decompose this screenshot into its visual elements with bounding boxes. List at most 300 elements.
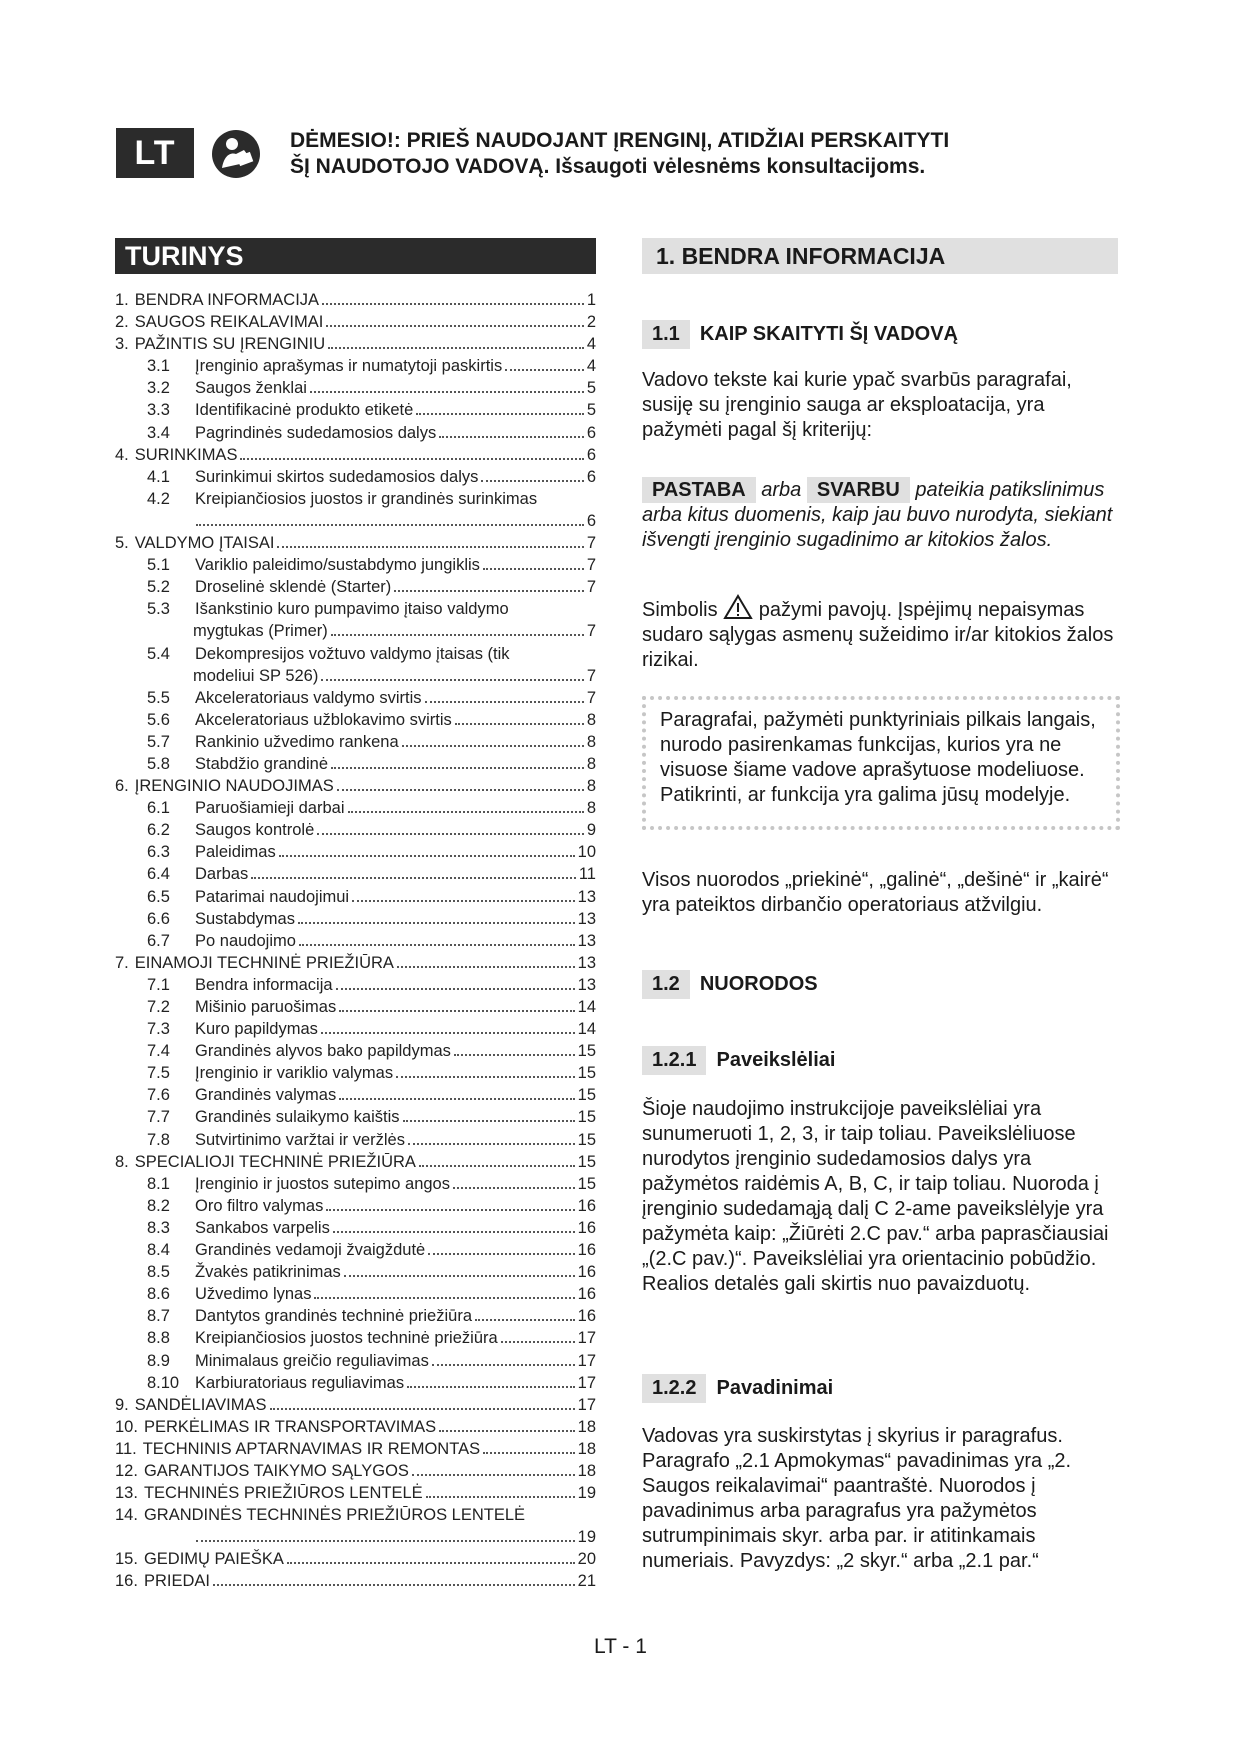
toc-entry-label: EINAMOJI TECHNINĖ PRIEŽIŪRA xyxy=(134,953,394,972)
toc-entry-label: Sustabdymas xyxy=(195,909,295,928)
toc-entry-number: 15. xyxy=(115,1550,138,1569)
toc-entry-page: 16 xyxy=(577,1263,596,1282)
toc-entry xyxy=(115,1482,596,1504)
toc-dot-leader xyxy=(408,1143,575,1145)
toc-entry-page: 7 xyxy=(586,556,596,575)
toc-entry-page: 15 xyxy=(577,1174,596,1193)
toc-entry xyxy=(115,1305,596,1327)
toc-entry xyxy=(115,399,596,421)
toc-entry-label: Sankabos varpelis xyxy=(195,1218,330,1237)
toc-entry-page: 1 xyxy=(586,291,596,309)
toc-entry-label: mygtukas (Primer) xyxy=(193,622,328,641)
toc-entry-number: 5. xyxy=(115,534,129,553)
toc-entry xyxy=(115,1129,596,1151)
table-of-contents xyxy=(115,289,596,1593)
toc-entry-number: 4. xyxy=(115,445,129,464)
toc-dot-leader xyxy=(337,789,584,791)
toc-entry xyxy=(115,422,596,444)
toc-entry-page: 15 xyxy=(577,1064,596,1083)
toc-entry-number: 11. xyxy=(115,1439,137,1458)
toc-entry xyxy=(115,687,596,709)
toc-entry-label: SURINKIMAS xyxy=(134,445,238,464)
toc-entry-label: Akceleratoriaus valdymo svirtis xyxy=(195,688,422,707)
toc-entry xyxy=(115,333,596,355)
toc-dot-leader xyxy=(412,1474,575,1476)
read-manual-icon xyxy=(210,128,262,180)
toc-entry xyxy=(115,841,596,863)
subsection-title: Pavadinimai xyxy=(716,1377,834,1399)
toc-entry-label: Grandinės sulaikymo kaištis xyxy=(195,1108,400,1127)
toc-entry-label: Saugos ženklai xyxy=(195,379,307,398)
toc-entry-label: Sutvirtinimo varžtai ir veržlės xyxy=(195,1130,405,1149)
toc-entry-page: 5 xyxy=(586,379,596,398)
toc-dot-leader xyxy=(344,1275,575,1277)
toc-dot-leader xyxy=(419,1165,575,1167)
toc-entry-page: 8 xyxy=(586,799,596,818)
toc-entry-page: 7 xyxy=(586,578,596,597)
toc-dot-leader xyxy=(310,391,584,393)
toc-entry xyxy=(115,1261,596,1283)
page-number: LT - 1 xyxy=(594,1635,647,1658)
toc-entry-number: 3.1 xyxy=(147,357,170,376)
toc-entry-label: BENDRA INFORMACIJA xyxy=(134,291,320,309)
toc-dot-leader xyxy=(326,325,583,327)
toc-entry-label: VALDYMO ĮTAISAI xyxy=(134,534,275,553)
toc-dot-leader xyxy=(336,988,575,990)
toc-entry-label: GEDIMŲ PAIEŠKA xyxy=(143,1550,284,1569)
toc-entry-page: 13 xyxy=(577,953,596,972)
subsection-title: NUORODOS xyxy=(699,973,818,995)
toc-dot-leader xyxy=(396,1076,575,1078)
toc-entry-page: 18 xyxy=(577,1417,596,1436)
toc-entry-number: 3.3 xyxy=(147,401,170,420)
toc-entry xyxy=(115,532,596,554)
toc-entry xyxy=(115,1548,596,1570)
toc-dot-leader xyxy=(314,1297,574,1299)
toc-dot-leader xyxy=(475,1319,575,1321)
note-paragraph xyxy=(642,478,1122,553)
toc-entry xyxy=(115,1460,596,1482)
figures-paragraph: Šioje naudojimo instrukcijoje paveikslėliai yra sunumeruoti 1, 2, 3, ir taip toliau. Paveikslėliuose nurodytos įrenginio sudedamosios dalys yra pažymėtos raidėmis A, B, C, ir taip toliau. Nuoroda į įrenginio sudedamąją dalį C 2-ame paveikslėlyje yra pažymėta kaip: „Žiūrėti 2.C pav.“ arba paprasčiausiai „(2.C pav.)“. Paveikslėliai yra orientacinio pobūdžio. Realios detalės gali skirtis nuo pavaizduotų. xyxy=(642,1098,1109,1295)
toc-entry-page: 13 xyxy=(577,931,596,950)
toc-entry-number: 6.5 xyxy=(147,887,170,906)
toc-dot-leader xyxy=(453,1187,575,1189)
toc-entry-number: 3. xyxy=(115,335,129,354)
toc-entry-number: 7.8 xyxy=(147,1130,170,1149)
toc-entry xyxy=(115,1504,596,1526)
toc-entry-page: 7 xyxy=(586,534,596,553)
toc-entry xyxy=(115,289,596,311)
toc-entry-number: 5.1 xyxy=(147,556,170,575)
toc-dot-leader xyxy=(196,1540,575,1542)
toc-entry-number: 8.4 xyxy=(147,1241,170,1260)
toc-entry-label: GRANDINĖS TECHNINĖS PRIEŽIŪROS LENTELĖ xyxy=(143,1506,526,1525)
toc-entry-page: 17 xyxy=(577,1395,596,1414)
toc-dot-leader xyxy=(505,369,584,371)
toc-dot-leader xyxy=(352,900,575,902)
subsection-1-1-heading xyxy=(642,320,958,349)
toc-dot-leader xyxy=(426,1496,575,1498)
toc-entry-page: 15 xyxy=(577,1042,596,1061)
subsection-number: 1.2.1 xyxy=(642,1046,706,1075)
toc-entry-number: 8. xyxy=(115,1152,129,1171)
toc-dot-leader xyxy=(481,480,583,482)
toc-entry-page: 16 xyxy=(577,1307,596,1326)
warning-line-1: DĖMESIO!: PRIEŠ NAUDOJANT ĮRENGINĮ, ATIDŽIAI PERSKAITYTI xyxy=(290,129,950,152)
word-arba: arba xyxy=(761,479,802,501)
toc-entry-page: 17 xyxy=(577,1373,596,1392)
toc-dot-leader xyxy=(326,1209,574,1211)
toc-entry-page: 4 xyxy=(586,357,596,376)
toc-entry-page: 6 xyxy=(586,445,596,464)
toc-entry-number: 6.4 xyxy=(147,865,170,884)
toc-dot-leader xyxy=(501,1341,575,1343)
toc-entry-label: Įrenginio aprašymas ir numatytoji paskirtis xyxy=(195,357,503,376)
toc-entry-page: 19 xyxy=(577,1484,596,1503)
toc-entry-number: 6.3 xyxy=(147,843,170,862)
toc-entry-number: 8.5 xyxy=(147,1263,170,1282)
toc-entry-number: 2. xyxy=(115,313,129,332)
toc-entry-number: 7.4 xyxy=(147,1042,170,1061)
toc-entry-page: 4 xyxy=(586,335,596,354)
toc-dot-leader xyxy=(277,546,583,548)
toc-entry-label: SANDĖLIAVIMAS xyxy=(134,1395,267,1414)
toc-entry xyxy=(115,1526,596,1548)
toc-entry xyxy=(115,930,596,952)
toc-entry-page: 7 xyxy=(586,622,596,641)
toc-entry xyxy=(115,819,596,841)
toc-entry-label: Grandinės valymas xyxy=(195,1086,337,1105)
toc-entry-label: Grandinės alyvos bako papildymas xyxy=(195,1042,451,1061)
toc-entry-page: 14 xyxy=(577,998,596,1016)
toc-entry-number: 8.7 xyxy=(147,1307,170,1326)
toc-entry-number: 7.7 xyxy=(147,1108,170,1127)
titles-paragraph: Vadovas yra suskirstytas į skyrius ir paragrafus. Paragrafo „2.1 Apmokymas“ pavadinimas yra „2. Saugos reikalavimai“ paantraštė. Nuorodos į pavadinimus arba paragrafus yra pažymėtos sutrumpinimais skyr. arba par. ir atitinkamais numeriais. Pavyzdys: „2 skyr.“ arba „2.1 par.“ xyxy=(642,1425,1072,1572)
toc-dot-leader xyxy=(455,723,584,725)
toc-entry-label: Žvakės patikrinimas xyxy=(195,1263,341,1282)
toc-entry-number: 5.6 xyxy=(147,710,170,729)
tag-pastaba: PASTABA xyxy=(642,477,756,503)
toc-entry-number: 9. xyxy=(115,1395,129,1414)
optional-features-text: Paragrafai, pažymėti punktyriniais pilkais langais, nurodo pasirenkamas funkcijas, kurios yra ne visuose šiame vadove aprašytuose modeliuose. Patikrinti, ar funkcija yra galima jūsų modelyje. xyxy=(660,709,1096,806)
toc-entry-page: 6 xyxy=(586,511,596,530)
toc-entry xyxy=(115,753,596,775)
toc-dot-leader xyxy=(439,436,584,438)
toc-dot-leader xyxy=(322,303,584,305)
toc-dot-leader xyxy=(402,745,584,747)
toc-entry-label: Bendra informacija xyxy=(195,975,333,994)
toc-entry-label: Dantytos grandinės techninė priežiūra xyxy=(195,1307,472,1326)
symbol-paragraph xyxy=(642,594,1122,673)
toc-entry xyxy=(115,1151,596,1173)
toc-entry xyxy=(115,554,596,576)
toc-dot-leader xyxy=(333,1231,575,1233)
toc-entry-page: 10 xyxy=(577,843,596,862)
toc-entry-label: Darbas xyxy=(195,865,249,884)
toc-entry-number: 12. xyxy=(115,1461,138,1480)
toc-entry-number: 8.6 xyxy=(147,1285,170,1304)
toc-dot-leader xyxy=(331,767,584,769)
toc-dot-leader xyxy=(317,833,584,835)
toc-entry-number: 8.10 xyxy=(147,1373,180,1392)
toc-entry-page: 8 xyxy=(586,777,596,796)
toc-entry-number: 6.6 xyxy=(147,909,170,928)
toc-dot-leader xyxy=(416,413,584,415)
toc-entry-number: 3.4 xyxy=(147,423,170,442)
toc-entry-page: 8 xyxy=(586,754,596,773)
toc-entry xyxy=(115,311,596,333)
toc-entry xyxy=(115,863,596,885)
note-text: pateikia patikslinimus arba kitus duomenis, kaip jau buvo nurodyta, siekiant išvengti įrenginio sugadinimo ar kitokios žalos. xyxy=(642,479,1113,551)
toc-entry-label: PERKĖLIMAS IR TRANSPORTAVIMAS xyxy=(143,1417,437,1436)
toc-entry-page: 7 xyxy=(586,666,596,685)
symbol-text-a: Simbolis xyxy=(642,599,718,621)
toc-entry-number: 8.8 xyxy=(147,1329,170,1348)
toc-entry xyxy=(115,1217,596,1239)
toc-entry xyxy=(115,1350,596,1372)
toc-entry-page: 6 xyxy=(586,467,596,486)
toc-entry-label: Mišinio paruošimas xyxy=(195,998,337,1016)
section-1-heading: 1. BENDRA INFORMACIJA xyxy=(642,238,1118,274)
toc-entry xyxy=(115,974,596,996)
toc-entry-page: 17 xyxy=(577,1329,596,1348)
toc-entry xyxy=(115,1416,596,1438)
toc-entry-page: 13 xyxy=(577,909,596,928)
toc-entry-number: 8.2 xyxy=(147,1196,170,1215)
toc-entry-page: 13 xyxy=(577,975,596,994)
toc-entry-label: Minimalaus greičio reguliavimas xyxy=(195,1351,429,1370)
toc-entry xyxy=(115,1062,596,1084)
toc-entry-label: Užvedimo lynas xyxy=(195,1285,312,1304)
toc-entry-number: 5.4 xyxy=(147,644,170,663)
toc-entry-number: 16. xyxy=(115,1572,138,1591)
toc-dot-leader xyxy=(339,1010,574,1012)
toc-dot-leader xyxy=(270,1408,575,1410)
directions-paragraph: Visos nuorodos „priekinė“, „galinė“, „dešinė“ ir „kairė“ yra pateiktos dirbančio operatoriaus atžvilgiu. xyxy=(642,869,1109,916)
toc-dot-leader xyxy=(428,1253,574,1255)
toc-dot-leader xyxy=(251,877,576,879)
toc-entry xyxy=(115,488,596,510)
toc-dot-leader xyxy=(483,1452,575,1454)
toc-entry xyxy=(115,643,596,665)
toc-entry-label: Surinkimui skirtos sudedamosios dalys xyxy=(195,467,479,486)
toc-entry-label: Identifikacinė produkto etiketė xyxy=(195,401,414,420)
toc-entry xyxy=(115,775,596,797)
toc-entry-label: Akceleratoriaus užblokavimo svirtis xyxy=(195,710,452,729)
toc-dot-leader xyxy=(403,1120,575,1122)
toc-entry-label: Įrenginio ir juostos sutepimo angos xyxy=(195,1174,450,1193)
toc-entry-label: Karbiuratoriaus reguliavimas xyxy=(195,1373,405,1392)
tag-svarbu: SVARBU xyxy=(807,477,910,503)
toc-dot-leader xyxy=(331,634,584,636)
toc-entry-label: TECHNINĖS PRIEŽIŪROS LENTELĖ xyxy=(143,1484,423,1503)
toc-entry-number: 5.7 xyxy=(147,732,170,751)
toc-entry-label: Kreipiančiosios juostos techninė priežiūra xyxy=(195,1329,498,1348)
toc-entry-label: SAUGOS REIKALAVIMAI xyxy=(134,313,324,332)
toc-entry-label: SPECIALIOJI TECHNINĖ PRIEŽIŪRA xyxy=(134,1152,416,1171)
toc-entry-label: Variklio paleidimo/sustabdymo jungiklis xyxy=(195,556,480,575)
toc-entry xyxy=(115,996,596,1018)
toc-entry-label: PRIEDAI xyxy=(143,1572,210,1591)
toc-entry-page: 14 xyxy=(577,1020,596,1039)
toc-entry-label: Oro filtro valymas xyxy=(195,1196,324,1215)
toc-entry-label: Išankstinio kuro pumpavimo įtaiso valdymo xyxy=(195,600,509,619)
toc-entry-page: 8 xyxy=(586,732,596,751)
toc-entry xyxy=(115,908,596,930)
toc-entry xyxy=(115,466,596,488)
subsection-number: 1.2 xyxy=(642,970,690,999)
language-badge: LT xyxy=(116,128,194,178)
toc-entry-label: Rankinio užvedimo rankena xyxy=(195,732,399,751)
toc-entry xyxy=(115,1106,596,1128)
toc-entry-number: 5.5 xyxy=(147,688,170,707)
toc-entry-page: 5 xyxy=(586,401,596,420)
subsection-title: Paveikslėliai xyxy=(716,1049,836,1071)
toc-entry-number: 6. xyxy=(115,777,129,796)
toc-entry-page: 15 xyxy=(577,1086,596,1105)
toc-entry-label: ĮRENGINIO NAUDOJIMAS xyxy=(134,777,334,796)
toc-entry xyxy=(115,1173,596,1195)
toc-dot-leader xyxy=(328,347,584,349)
toc-dot-leader xyxy=(432,1364,575,1366)
subsection-title: KAIP SKAITYTI ŠĮ VADOVĄ xyxy=(699,323,958,345)
toc-entry-page: 21 xyxy=(577,1572,596,1591)
toc-entry-number: 1. xyxy=(115,291,129,309)
toc-entry-number: 3.2 xyxy=(147,379,170,398)
toc-dot-leader xyxy=(339,1098,574,1100)
toc-entry xyxy=(115,1394,596,1416)
optional-features-box xyxy=(642,696,1120,830)
toc-entry-page: 16 xyxy=(577,1196,596,1215)
toc-dot-leader xyxy=(279,855,575,857)
toc-entry-number: 8.3 xyxy=(147,1218,170,1237)
subsection-1-2-heading xyxy=(642,970,818,999)
toc-entry-page: 15 xyxy=(577,1152,596,1171)
toc-entry-page: 16 xyxy=(577,1285,596,1304)
toc-dot-leader xyxy=(196,524,584,526)
toc-entry-page: 7 xyxy=(586,688,596,707)
toc-entry xyxy=(115,1195,596,1217)
toc-entry xyxy=(115,665,596,687)
toc-dot-leader xyxy=(483,568,584,570)
toc-entry-page: 11 xyxy=(578,865,596,884)
toc-dot-leader xyxy=(240,458,583,460)
toc-entry-page: 6 xyxy=(586,423,596,442)
toc-entry-page: 18 xyxy=(577,1439,596,1458)
toc-entry-page: 20 xyxy=(577,1550,596,1569)
toc-entry xyxy=(115,355,596,377)
toc-entry-number: 7.5 xyxy=(147,1064,170,1083)
toc-entry-number: 5.3 xyxy=(147,600,170,619)
warning-triangle-icon xyxy=(723,594,753,620)
toc-entry-label: TECHNINIS APTARNAVIMAS IR REMONTAS xyxy=(142,1439,481,1458)
toc-entry-page: 15 xyxy=(577,1130,596,1149)
toc-entry xyxy=(115,709,596,731)
toc-dot-leader xyxy=(348,811,584,813)
toc-entry-number: 8.9 xyxy=(147,1351,170,1370)
toc-entry-number: 6.1 xyxy=(147,799,170,818)
toc-entry-label: Įrenginio ir variklio valymas xyxy=(195,1064,394,1083)
toc-entry xyxy=(115,1438,596,1460)
toc-entry-label: modeliui SP 526) xyxy=(193,666,319,685)
toc-entry-label: Grandinės vedamoji žvaigždutė xyxy=(195,1241,426,1260)
toc-entry xyxy=(115,1084,596,1106)
toc-title: TURINYS xyxy=(115,238,596,274)
toc-entry xyxy=(115,444,596,466)
toc-entry xyxy=(115,1040,596,1062)
toc-entry-number: 13. xyxy=(115,1484,138,1503)
toc-entry-label: Stabdžio grandinė xyxy=(195,754,329,773)
toc-entry xyxy=(115,886,596,908)
toc-entry xyxy=(115,1283,596,1305)
toc-entry-number: 5.8 xyxy=(147,754,170,773)
toc-entry-label: Saugos kontrolė xyxy=(195,821,315,840)
toc-entry-number: 7.2 xyxy=(147,998,170,1016)
toc-entry-number: 6.2 xyxy=(147,821,170,840)
toc-entry-label: Dekompresijos vožtuvo valdymo įtaisas (tik xyxy=(195,644,510,663)
toc-entry-label: GARANTIJOS TAIKYMO SĄLYGOS xyxy=(143,1461,409,1480)
toc-entry-number: 6.7 xyxy=(147,931,170,950)
toc-entry-number: 4.1 xyxy=(147,467,170,486)
toc-entry xyxy=(115,377,596,399)
toc-entry-page: 9 xyxy=(586,821,596,840)
subsection-number: 1.1 xyxy=(642,320,690,349)
toc-entry xyxy=(115,952,596,974)
toc-entry xyxy=(115,797,596,819)
toc-entry-number: 7.6 xyxy=(147,1086,170,1105)
toc-entry-label: Kuro papildymas xyxy=(195,1020,318,1039)
subsection-1-2-2-heading xyxy=(642,1374,833,1403)
toc-entry xyxy=(115,1239,596,1261)
toc-dot-leader xyxy=(321,679,583,681)
toc-entry-number: 7.3 xyxy=(147,1020,170,1039)
toc-dot-leader xyxy=(298,922,575,924)
toc-entry-page: 19 xyxy=(577,1528,596,1547)
toc-dot-leader xyxy=(287,1562,575,1564)
toc-entry-page: 2 xyxy=(586,313,596,332)
toc-entry-number: 8.1 xyxy=(147,1174,170,1193)
toc-entry-label: Po naudojimo xyxy=(195,931,296,950)
intro-paragraph: Vadovo tekste kai kurie ypač svarbūs paragrafai, susiję su įrenginio sauga ar eksploatacija, yra pažymėti pagal šį kriterijų: xyxy=(642,369,1072,441)
toc-dot-leader xyxy=(394,590,584,592)
toc-entry-label: Pagrindinės sudedamosios dalys xyxy=(195,423,437,442)
toc-entry xyxy=(115,1327,596,1349)
toc-dot-leader xyxy=(454,1054,575,1056)
toc-entry-page: 16 xyxy=(577,1218,596,1237)
toc-dot-leader xyxy=(439,1430,575,1432)
toc-entry-number: 4.2 xyxy=(147,489,170,508)
toc-entry-label: Paleidimas xyxy=(195,843,276,862)
subsection-1-2-1-heading xyxy=(642,1046,835,1075)
toc-entry xyxy=(115,576,596,598)
toc-entry-label: Paruošiamieji darbai xyxy=(195,799,345,818)
toc-dot-leader xyxy=(397,966,575,968)
toc-entry-number: 14. xyxy=(115,1506,138,1525)
toc-dot-leader xyxy=(425,701,584,703)
toc-entry-label: Kreipiančiosios juostos ir grandinės surinkimas xyxy=(195,489,538,508)
toc-entry-page: 8 xyxy=(586,710,596,729)
warning-line-2: ŠĮ NAUDOTOJO VADOVĄ. Išsaugoti vėlesnėms konsultacijoms. xyxy=(290,155,926,178)
toc-entry xyxy=(115,598,596,620)
toc-entry-page: 18 xyxy=(577,1461,596,1480)
toc-entry xyxy=(115,1018,596,1040)
toc-entry xyxy=(115,1570,596,1592)
toc-entry xyxy=(115,510,596,532)
toc-entry-label: Patarimai naudojimui xyxy=(195,887,350,906)
toc-dot-leader xyxy=(213,1584,575,1586)
toc-entry-label: PAŽINTIS SU ĮRENGINIU xyxy=(134,335,326,354)
toc-entry-page: 16 xyxy=(577,1241,596,1260)
